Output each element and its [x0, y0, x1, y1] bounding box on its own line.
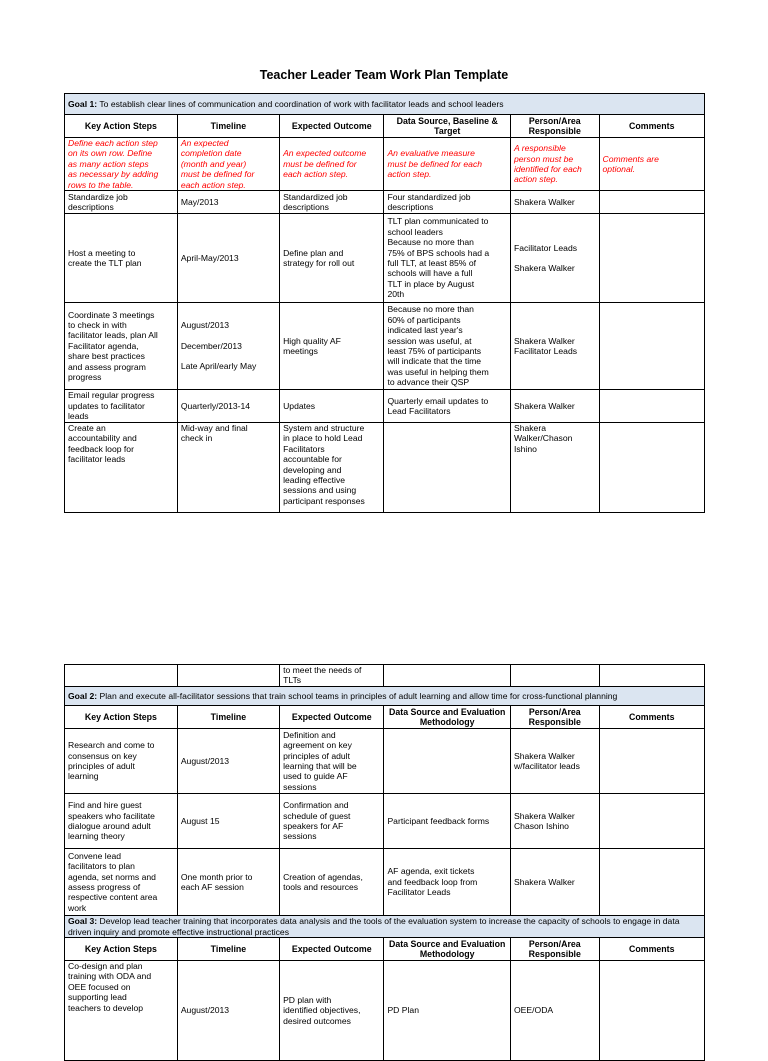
header-person-responsible: Person/Area Responsible	[510, 115, 599, 138]
cell-comments	[599, 729, 704, 794]
cell-line: High quality AF	[283, 335, 341, 346]
cell-line: sessions	[283, 831, 317, 842]
table-row	[65, 794, 705, 849]
cell-outcome	[280, 303, 384, 390]
cell-outcome	[280, 214, 384, 303]
cell-person	[510, 961, 599, 1061]
table-row	[65, 214, 705, 303]
cell-line: to advance their QSP	[387, 377, 470, 388]
cell-timeline	[177, 423, 279, 513]
cell-line: accountability and	[68, 433, 137, 444]
cell-line: used to guide AF	[283, 771, 348, 782]
cell-line: developing and	[283, 464, 342, 475]
cell-line: Shakera Walker	[513, 750, 575, 761]
cell-comments	[599, 794, 704, 849]
cell-line: school leaders	[387, 226, 443, 237]
cell-line: full TLT, at least 85% of	[387, 258, 476, 269]
cell-line: PD Plan	[387, 1005, 419, 1016]
cell-line: feedback loop for	[68, 443, 134, 454]
cell-line: must be defined for	[180, 169, 255, 180]
cell-line: facilitator leads	[68, 454, 126, 465]
header-key-action-steps: Key Action Steps	[65, 938, 178, 961]
cell-line: Standardize job	[68, 191, 128, 202]
cell-line: Shakera	[513, 423, 546, 434]
continuation-row	[65, 665, 705, 687]
cell-steps	[65, 390, 178, 423]
cell-line: learning	[68, 771, 99, 782]
cell-steps	[65, 849, 178, 916]
cell-line: PD plan with	[283, 994, 332, 1005]
cell-person	[510, 794, 599, 849]
cell-data	[384, 390, 511, 423]
cell-person	[510, 191, 599, 214]
goal2-row	[65, 687, 705, 706]
cell-line: Co-design and plan	[68, 961, 143, 971]
header-comments: Comments	[599, 706, 704, 729]
cell-line: Create an	[68, 423, 106, 434]
cell-timeline	[177, 729, 279, 794]
cell-line: respective content area	[68, 892, 158, 903]
cell-line: agenda, set norms and	[68, 871, 156, 882]
cell-outcome	[280, 849, 384, 916]
cell-data	[384, 191, 511, 214]
cell-line: dialogue around adult	[68, 821, 151, 831]
header-timeline: Timeline	[177, 938, 279, 961]
cell-data	[384, 214, 511, 303]
cell-line: share best practices	[68, 351, 145, 362]
cell-line: facilitators to plan	[68, 861, 135, 872]
cell-line: Walker/Chason	[513, 433, 573, 444]
cell-comments	[599, 303, 704, 390]
cell-line: Shakera Walker	[513, 876, 575, 887]
cell-line: OEE focused on	[68, 981, 131, 992]
cell-line: Mid-way and final	[180, 423, 248, 434]
cell-line: Standardized job	[283, 191, 348, 202]
cell-line: Shakera Walker	[513, 335, 575, 346]
cell-line: sessions	[283, 781, 317, 792]
cell-data	[384, 423, 511, 513]
cell-line: speakers for AF	[283, 821, 344, 831]
cell-line: Shakera Walker	[513, 400, 575, 411]
cell-person	[510, 423, 599, 513]
cell-steps	[65, 961, 178, 1061]
cell-line: Facilitator agenda,	[68, 340, 139, 351]
cell-timeline	[177, 214, 279, 303]
cell-comments	[599, 390, 704, 423]
header-expected-outcome: Expected Outcome	[280, 706, 384, 729]
cell-line: Find and hire guest	[68, 800, 142, 811]
header-key-action-steps: Key Action Steps	[65, 706, 178, 729]
cell-line: and assess program	[68, 361, 146, 372]
cell-line: Creation of agendas,	[283, 871, 363, 882]
cell-line: strategy for roll out	[283, 258, 355, 269]
cell-line: check in	[180, 433, 213, 444]
cell-line: August 15	[180, 815, 220, 826]
cell-line: Chason Ishino	[513, 821, 569, 831]
goal2-cell	[65, 687, 705, 706]
cell-comments	[599, 961, 704, 1061]
cell-line: as necessary by adding	[68, 169, 159, 180]
cell-line: An expected outcome	[283, 148, 367, 159]
cell-line: to check in with	[68, 320, 127, 331]
cell-line: 20th	[387, 289, 405, 300]
cell-line: Host a meeting to	[68, 247, 136, 258]
cell-line: person must be	[513, 153, 574, 164]
cell-comments	[599, 423, 704, 513]
cell-line: sessions and using	[283, 485, 357, 496]
cell-line: Research and come to	[68, 740, 155, 751]
cell-line: to meet the needs of	[283, 665, 362, 675]
table-row	[65, 849, 705, 916]
table-row	[65, 303, 705, 390]
cell-line: schools will have a full	[387, 268, 473, 279]
cell-line: on its own row. Define	[68, 148, 153, 159]
header-expected-outcome: Expected Outcome	[280, 938, 384, 961]
cell-outcome-continued	[280, 665, 384, 687]
cell-line: in place to hold Lead	[283, 433, 363, 444]
cell-line: TLTs	[283, 675, 302, 686]
cell-line: Facilitator Leads	[387, 887, 451, 898]
cell-line: Define each action step	[68, 138, 158, 148]
cell-line: rows to the table.	[68, 179, 134, 190]
cell-line: consensus on key	[68, 750, 137, 761]
instructions-row	[65, 138, 705, 191]
cell-outcome	[280, 729, 384, 794]
instruction-steps	[65, 138, 178, 191]
cell-line: May/2013	[180, 196, 219, 207]
cell-line: and feedback loop from	[387, 876, 478, 887]
instruction-timeline	[177, 138, 279, 191]
cell-line: Participant feedback forms	[387, 815, 490, 826]
cell-steps	[65, 214, 178, 303]
cell-line: An evaluative measure	[387, 148, 475, 159]
cell-line: System and structure	[283, 423, 365, 434]
cell-line: descriptions	[283, 202, 329, 213]
cell-outcome	[280, 961, 384, 1061]
cell-data	[384, 794, 511, 849]
cell-timeline	[177, 961, 279, 1061]
cell-line: learning theory	[68, 831, 125, 842]
cell-line: August/2013	[180, 1005, 230, 1016]
cell-timeline	[177, 191, 279, 214]
cell-steps	[65, 794, 178, 849]
cell-steps	[65, 191, 178, 214]
cell-line: meetings	[283, 346, 318, 357]
cell-data	[384, 303, 511, 390]
cell-line: Facilitator Leads	[513, 346, 578, 357]
goal2-goal3-work-plan-table	[64, 664, 705, 1061]
cell-person	[510, 849, 599, 916]
cell-person	[510, 729, 599, 794]
cell-line: indicated last year's	[387, 325, 463, 336]
cell-line: (month and year)	[180, 158, 247, 169]
goal3-row	[65, 916, 705, 938]
header-comments: Comments	[599, 938, 704, 961]
cell-line: Comments are	[602, 153, 659, 164]
cell-line: Quarterly/2013-14	[180, 400, 251, 411]
cell-line: Because no more than	[387, 304, 474, 315]
cell-line: tools and resources	[283, 882, 359, 892]
cell-line: supporting lead	[68, 992, 127, 1003]
cell-line: principles of adult	[68, 761, 135, 771]
cell-line: action step.	[387, 169, 432, 180]
cell-line: identified objectives,	[283, 1005, 361, 1016]
cell-line: Shakera Walker	[513, 810, 575, 821]
timeline-april-may: Late April/early May	[180, 361, 257, 372]
header-key-action-steps: Key Action Steps	[65, 115, 178, 138]
cell-line: optional.	[602, 164, 636, 175]
cell-line: session was useful, at	[387, 335, 472, 346]
cell-steps	[65, 303, 178, 390]
instruction-comments	[599, 138, 704, 191]
cell-line: updates to facilitator	[68, 400, 145, 411]
cell-comments	[599, 191, 704, 214]
instruction-data	[384, 138, 511, 191]
cell-line: AF agenda, exit tickets	[387, 866, 475, 877]
goal1-cell	[65, 94, 705, 115]
cell-line: Confirmation and	[283, 800, 349, 811]
instruction-outcome	[280, 138, 384, 191]
cell-data	[384, 961, 511, 1061]
cell-line: OEE/ODA	[513, 1005, 554, 1016]
cell-line: Coordinate 3 meetings	[68, 309, 155, 320]
cell-line: Email regular progress	[68, 390, 155, 401]
cell-line: training with ODA and	[68, 971, 152, 982]
goal1-label: Goal 1:	[68, 98, 98, 109]
goal1-text: To establish clear lines of communication and coordination of work with facilitator leads and school leaders	[97, 98, 504, 109]
cell-steps	[65, 729, 178, 794]
timeline-december: December/2013	[180, 340, 242, 351]
cell-line: facilitator leads, plan All	[68, 330, 158, 341]
cell-line: descriptions	[68, 202, 114, 213]
cell-outcome	[280, 794, 384, 849]
goal2-text: Plan and execute all-facilitator sessions that train school teams in principles of adult learning and allow time for cross-functional planning	[97, 690, 618, 701]
cell-line: least 75% of participants	[387, 346, 482, 357]
cell-timeline	[177, 390, 279, 423]
header-comments: Comments	[599, 115, 704, 138]
goal1-row	[65, 94, 705, 115]
cell-person	[510, 214, 599, 303]
cell-steps	[65, 423, 178, 513]
header-data-source: Data Source and Evaluation Methodology	[384, 938, 511, 961]
cell-comments	[599, 849, 704, 916]
cell-line: agreement on key	[283, 740, 352, 751]
cell-line: Four standardized job	[387, 191, 471, 202]
table-row	[65, 729, 705, 794]
goal1-work-plan-table	[64, 93, 705, 513]
cell-line: each action step.	[283, 169, 349, 180]
cell-line: must be defined for each	[387, 158, 483, 169]
header-person-responsible: Person/Area Responsible	[510, 706, 599, 729]
table-header-row	[65, 115, 705, 138]
cell-outcome	[280, 191, 384, 214]
table-row	[65, 390, 705, 423]
cell-line: Updates	[283, 400, 316, 411]
cell-line: April-May/2013	[180, 252, 239, 263]
table-row	[65, 961, 705, 1061]
cell-data	[384, 849, 511, 916]
table-header-row	[65, 938, 705, 961]
goal3-cell	[65, 916, 705, 938]
instruction-person	[510, 138, 599, 191]
cell-data	[384, 729, 511, 794]
page-title: Teacher Leader Team Work Plan Template	[259, 68, 509, 82]
header-timeline: Timeline	[177, 706, 279, 729]
table-row	[65, 423, 705, 513]
cell-timeline	[177, 794, 279, 849]
cell-line: create the TLT plan	[68, 258, 142, 269]
cell-line: Facilitators	[283, 443, 325, 454]
cell-line: action step.	[513, 174, 558, 185]
cell-line: work	[68, 902, 87, 913]
cell-line: was useful in helping them	[387, 366, 489, 377]
table-row	[65, 191, 705, 214]
cell-line: Lead Facilitators	[387, 406, 451, 417]
goal3-text: Develop lead teacher training that incorporates data analysis and the tools of the evaluation system to increase the capacity of schools to engage in data driven inquiry and promote effective instructional practices	[68, 916, 680, 937]
cell-person	[510, 390, 599, 423]
cell-line: leads	[68, 411, 89, 422]
cell-line: desired outcomes	[283, 1015, 351, 1026]
cell-line: identified for each	[513, 164, 582, 175]
cell-line: 75% of BPS schools had a	[387, 247, 490, 258]
person-facilitator-leads: Facilitator Leads	[513, 242, 578, 253]
cell-line: accountable for	[283, 454, 342, 465]
cell-line: each action step.	[180, 179, 246, 190]
cell-line: Define plan and	[283, 247, 344, 258]
cell-line: Ishino	[513, 443, 537, 454]
cell-line: TLT plan communicated to	[387, 216, 489, 227]
cell-line: w/facilitator leads	[513, 761, 580, 771]
cell-timeline	[177, 849, 279, 916]
cell-line: TLT in place by August	[387, 278, 475, 289]
cell-line: descriptions	[387, 202, 434, 213]
cell-line: An expected	[180, 138, 229, 148]
cell-line: Because no more than	[387, 237, 474, 248]
cell-outcome	[280, 423, 384, 513]
cell-comments	[599, 214, 704, 303]
cell-line: speakers who facilitate	[68, 810, 155, 821]
person-shakera-walker: Shakera Walker	[513, 263, 575, 274]
header-data-source: Data Source, Baseline & Target	[384, 115, 511, 138]
timeline-august: August/2013	[180, 320, 230, 331]
header-person-responsible: Person/Area Responsible	[510, 938, 599, 961]
cell-timeline	[177, 303, 279, 390]
header-data-source: Data Source and Evaluation Methodology	[384, 706, 511, 729]
header-timeline: Timeline	[177, 115, 279, 138]
cell-line: progress	[68, 372, 102, 383]
cell-line: participant responses	[283, 495, 365, 506]
header-expected-outcome: Expected Outcome	[280, 115, 384, 138]
cell-line: completion date	[180, 148, 242, 159]
cell-line: schedule of guest	[283, 810, 351, 821]
cell-person	[510, 303, 599, 390]
cell-line: principles of adult	[283, 750, 350, 761]
cell-line: teachers to develop	[68, 1002, 144, 1013]
cell-line: One month prior to	[180, 871, 253, 882]
cell-line: leading effective	[283, 475, 346, 486]
cell-line: Shakera Walker	[513, 196, 575, 207]
cell-line: A responsible	[513, 143, 566, 154]
goal2-label: Goal 2:	[68, 690, 98, 701]
table-header-row	[65, 706, 705, 729]
cell-line: 60% of participants	[387, 314, 461, 325]
goal3-label: Goal 3:	[68, 916, 98, 927]
cell-line: learning that will be	[283, 761, 357, 771]
cell-outcome	[280, 390, 384, 423]
cell-line: as many action steps	[68, 158, 149, 169]
cell-line: Convene lead	[68, 850, 122, 861]
cell-line: August/2013	[180, 755, 230, 766]
cell-line: Quarterly email updates to	[387, 395, 489, 406]
cell-line: assess progress of	[68, 882, 141, 892]
cell-line: will indicate that the time	[387, 356, 482, 367]
cell-line: must be defined for	[283, 158, 357, 169]
cell-line: each AF session	[180, 882, 244, 892]
cell-line: Definition and	[283, 729, 336, 740]
